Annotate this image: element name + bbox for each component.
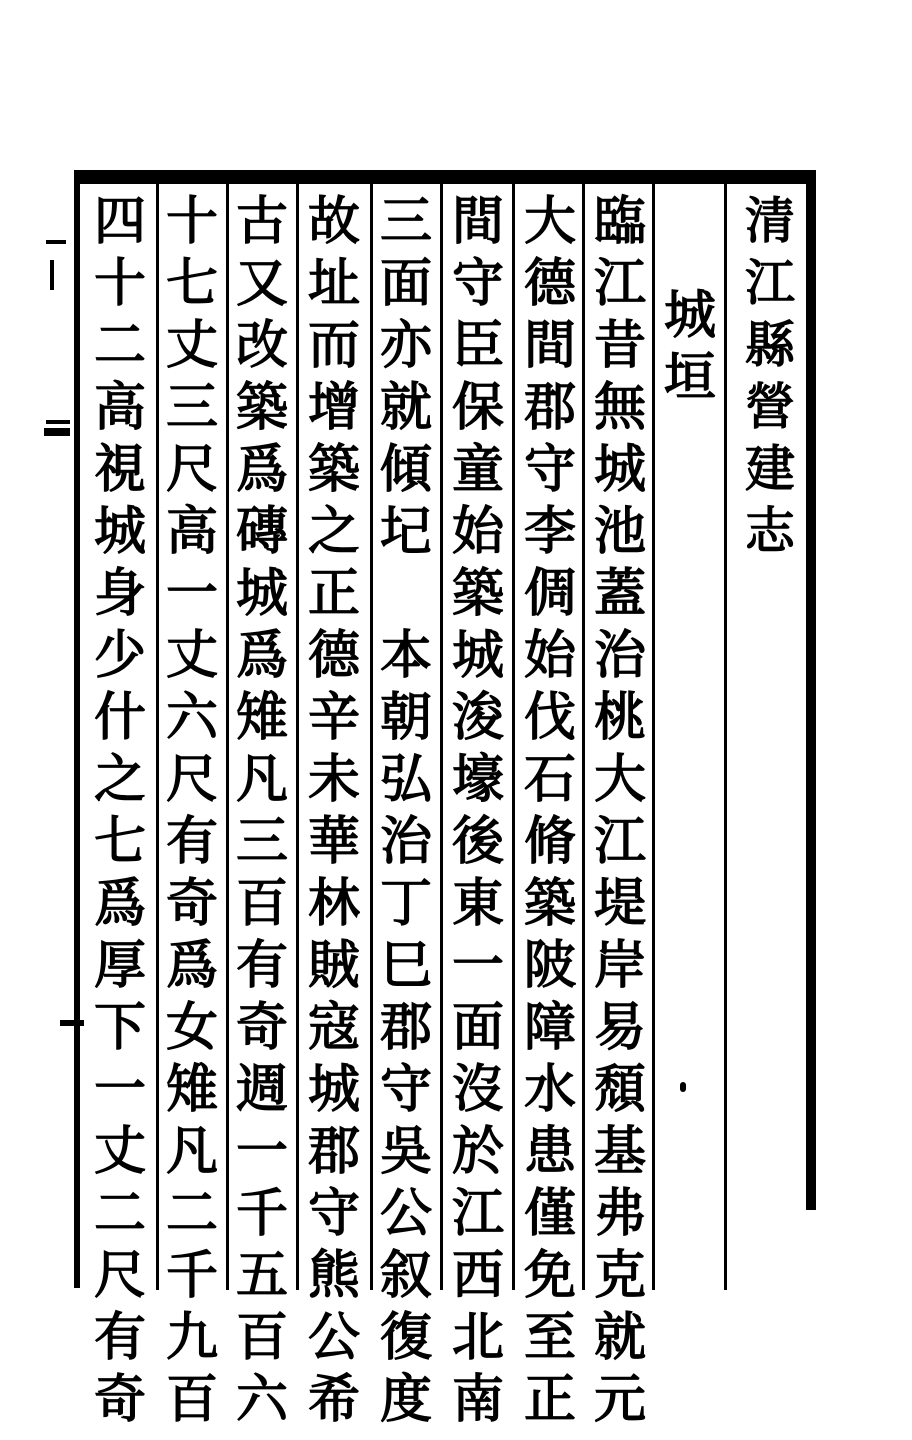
text-character: 岸 [593,935,646,996]
text-character: 賊 [307,935,360,996]
text-character: 公 [379,1183,432,1244]
frame-top-rule [74,170,814,184]
text-character: 丈 [165,315,218,376]
text-column-body [376,191,436,1436]
text-character: 增 [307,377,360,438]
text-character: 元 [593,1369,646,1430]
text-character: 童 [451,439,504,500]
text-character: 弗 [593,1183,646,1244]
text-character: 叙 [379,1245,432,1306]
text-character: 下 [93,997,146,1058]
text-column-6 [232,191,292,1430]
text-character: 北 [451,1307,504,1368]
text-character: 凡 [235,749,288,810]
text-character: 公 [307,1307,360,1368]
text-character: 三 [165,377,218,438]
text-column-3 [448,191,508,1430]
text-character: 本 [379,625,432,686]
text-character: 三 [235,811,288,872]
text-character: 一 [451,935,504,996]
text-character: 就 [379,377,432,438]
text-character: 之 [93,749,146,810]
text-character: 垣 [663,347,716,408]
text-character: 昔 [593,315,646,376]
text-column-body [304,191,364,1436]
text-character: 間 [451,191,504,252]
text-character: 爲 [235,439,288,500]
text-character: 華 [307,811,360,872]
text-character: 治 [379,811,432,872]
text-character: 磚 [235,501,288,562]
text-character: 度 [379,1369,432,1430]
text-character: 六 [165,687,218,748]
text-character: 倜 [523,563,576,624]
text-space [376,568,436,630]
text-character: 奇 [165,873,218,934]
text-character: 於 [451,1121,504,1182]
text-character: 辛 [307,687,360,748]
text-column-body [520,191,580,1436]
text-character: 爲 [165,935,218,996]
text-character: 圮 [379,501,432,562]
text-character: 丈 [93,1121,146,1182]
text-character: 正 [523,1369,576,1430]
text-character: 後 [451,811,504,872]
text-character: 希 [307,1369,360,1430]
text-character: 古 [235,191,288,252]
text-character: 陂 [523,935,576,996]
text-character: 江 [593,811,646,872]
section-heading-column [660,285,720,1380]
text-character: 尺 [165,439,218,500]
text-character: 江 [593,253,646,314]
text-character: 縣 [745,315,795,374]
text-character: 七 [93,811,146,872]
text-character: 有 [93,1307,146,1368]
text-column-4 [376,191,436,1430]
frame-right-rule [806,170,816,1210]
text-column-1 [590,191,650,1430]
text-character: 郡 [379,997,432,1058]
text-character: 僅 [523,1183,576,1244]
column-rule [582,180,585,1290]
text-character: 堤 [593,873,646,934]
text-character: 沒 [451,1059,504,1120]
text-character: 高 [93,377,146,438]
section-heading [660,285,720,414]
text-character: 克 [593,1245,646,1306]
text-character: 大 [593,749,646,810]
text-character: 雉 [235,687,288,748]
text-column-body [162,191,222,1436]
text-character: 高 [165,501,218,562]
text-character: 石 [523,749,576,810]
text-character: 水 [523,1059,576,1120]
text-character: 故 [307,191,360,252]
column-rule [652,180,655,1290]
text-character: 池 [593,501,646,562]
text-character: 尺 [165,749,218,810]
text-character: 築 [307,439,360,500]
text-character: 厚 [93,935,146,996]
text-character: 德 [523,253,576,314]
text-character: 始 [451,501,504,562]
text-character: 百 [235,873,288,934]
text-character: 身 [93,563,146,624]
text-character: 守 [523,439,576,500]
text-character: 未 [307,749,360,810]
text-column-2 [520,191,580,1430]
text-character: 李 [523,501,576,562]
text-character: 郡 [523,377,576,438]
column-rule [440,180,443,1290]
text-character: 免 [523,1245,576,1306]
text-character: 十 [93,253,146,314]
text-character: 巳 [379,935,432,996]
text-character: 無 [593,377,646,438]
text-character: 熊 [307,1245,360,1306]
text-character: 南 [451,1369,504,1430]
text-character: 爲 [235,625,288,686]
text-character: 千 [165,1245,218,1306]
text-column-8 [90,191,150,1430]
page-title [740,191,800,568]
text-character: 一 [93,1059,146,1120]
text-character: 清 [745,191,795,250]
text-character: 一 [235,1121,288,1182]
text-character: 四 [93,191,146,252]
text-character: 傾 [379,439,432,500]
text-character: 雉 [165,1059,218,1120]
text-character: 林 [307,873,360,934]
text-character: 九 [165,1307,218,1368]
text-character: 一 [165,563,218,624]
text-character: 脩 [523,811,576,872]
text-character: 尺 [93,1245,146,1306]
text-character: 復 [379,1307,432,1368]
text-character: 浚 [451,687,504,748]
text-character: 就 [593,1307,646,1368]
text-character: 奇 [93,1369,146,1430]
text-character: 始 [523,625,576,686]
text-character: 築 [235,377,288,438]
column-rule [724,180,727,1290]
text-character: 守 [307,1183,360,1244]
text-character: 弘 [379,749,432,810]
text-character: 而 [307,315,360,376]
text-character: 頹 [593,1059,646,1120]
text-character: 女 [165,997,218,1058]
text-character: 址 [307,253,360,314]
text-character: 六 [235,1369,288,1430]
column-rule [156,180,159,1290]
text-character: 又 [235,253,288,314]
text-column-body [448,191,508,1436]
text-character: 患 [523,1121,576,1182]
text-character: 面 [451,997,504,1058]
text-character: 營 [745,377,795,436]
column-rule [296,180,299,1290]
text-character: 什 [93,687,146,748]
text-character: 週 [235,1059,288,1120]
text-character: 治 [593,625,646,686]
column-rule [370,180,373,1290]
text-character: 七 [165,253,218,314]
text-column-7 [162,191,222,1430]
text-character: 少 [93,625,146,686]
text-character: 西 [451,1245,504,1306]
text-character: 築 [451,563,504,624]
text-character: 城 [663,285,716,346]
text-character: 易 [593,997,646,1058]
text-character: 臣 [451,315,504,376]
text-character: 江 [451,1183,504,1244]
text-character: 視 [93,439,146,500]
text-column-body [232,191,292,1436]
text-character: 桃 [593,687,646,748]
page-edge-mark [60,1020,84,1026]
text-character: 百 [235,1307,288,1368]
text-character: 千 [235,1183,288,1244]
text-character: 凡 [165,1121,218,1182]
text-character: 伐 [523,687,576,748]
text-character: 亦 [379,315,432,376]
text-character: 寇 [307,997,360,1058]
text-character: 爲 [93,873,146,934]
text-character: 城 [93,501,146,562]
text-character: 保 [451,377,504,438]
punctuation-mark [680,1082,686,1092]
text-character: 大 [523,191,576,252]
title-column [740,191,800,1286]
text-character: 障 [523,997,576,1058]
text-character: 有 [165,811,218,872]
text-character: 江 [745,253,795,312]
column-rule [226,180,229,1290]
adjacent-page-margin [40,200,70,1400]
text-character: 改 [235,315,288,376]
text-character: 城 [307,1059,360,1120]
text-character: 蓋 [593,563,646,624]
text-character: 至 [523,1307,576,1368]
text-character: 有 [235,935,288,996]
text-character: 志 [745,501,795,560]
text-column-5 [304,191,364,1430]
text-character: 丁 [379,873,432,934]
text-character: 面 [379,253,432,314]
text-character: 百 [165,1369,218,1430]
text-character: 三 [379,191,432,252]
text-character: 臨 [593,191,646,252]
text-character: 二 [93,1183,146,1244]
text-character: 十 [165,191,218,252]
frame-left-rule [74,178,80,1288]
text-character: 城 [235,563,288,624]
text-column-body [90,191,150,1436]
text-character: 吳 [379,1121,432,1182]
text-character: 城 [593,439,646,500]
text-character: 東 [451,873,504,934]
text-column-body [590,191,650,1436]
text-character: 朝 [379,687,432,748]
text-character: 正 [307,563,360,624]
column-rule [512,180,515,1290]
text-character: 基 [593,1121,646,1182]
text-character: 丈 [165,625,218,686]
text-character: 之 [307,501,360,562]
text-character: 二 [93,315,146,376]
text-character: 五 [235,1245,288,1306]
text-character: 壕 [451,749,504,810]
text-character: 間 [523,315,576,376]
text-character: 守 [379,1059,432,1120]
text-character: 築 [523,873,576,934]
text-character: 建 [745,439,795,498]
text-character: 二 [165,1183,218,1244]
text-character: 郡 [307,1121,360,1182]
text-character: 奇 [235,997,288,1058]
text-character: 城 [451,625,504,686]
text-character: 德 [307,625,360,686]
text-character: 守 [451,253,504,314]
